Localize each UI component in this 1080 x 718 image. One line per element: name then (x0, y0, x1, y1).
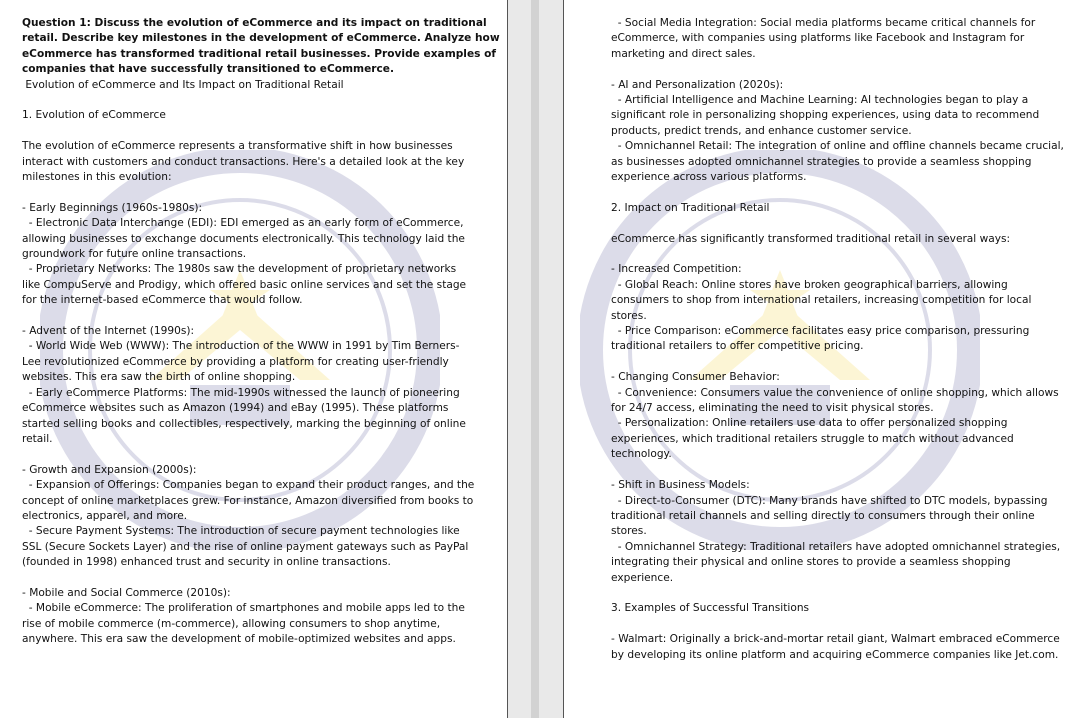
text-line (22, 309, 472, 324)
text-line: - Expansion of Offerings: Companies began to expand their product ranges, and the (22, 479, 475, 492)
text-line: - Price Comparison: eCommerce facilitates easy price comparison, pressuring (611, 325, 1030, 338)
text-line: eCommerce, with companies using platforms like Facebook and Instagram for (611, 32, 1025, 45)
text-line: - Growth and Expansion (2000s): (22, 463, 197, 476)
text-line: for the internet-based eCommerce that would follow. (22, 294, 303, 307)
text-line: - Omnichannel Retail: The integration of online and offline channels became crucial, (611, 140, 1064, 153)
text-line: experiences, which traditional retailers struggle to match without advanced (611, 432, 1014, 445)
text-line: stores. (611, 525, 647, 538)
text-line: - Artificial Intelligence and Machine Learning: AI technologies began to play a (611, 94, 1029, 107)
text-line: 1. Evolution of eCommerce (22, 109, 166, 122)
text-line: as businesses adopted omnichannel strategies to provide a seamless shopping (611, 155, 1032, 168)
text-line (611, 247, 1061, 262)
text-line: - Early Beginnings (1960s-1980s): (22, 201, 203, 214)
text-line: experience across various platforms. (611, 171, 807, 184)
text-line: - Mobile and Social Commerce (2010s): (22, 586, 231, 599)
text-line (611, 586, 1061, 601)
text-line: traditional retailers to offer competitive pricing. (611, 340, 864, 353)
text-line: - Social Media Integration: Social media platforms became critical channels for (611, 17, 1036, 29)
text-line: for 24/7 access, eliminating the need to visit physical stores. (611, 402, 934, 415)
text-line: - Electronic Data Interchange (EDI): EDI emerged as an early form of eCommerce, (22, 217, 464, 230)
text-line: - World Wide Web (WWW): The introduction of the WWW in 1991 by Tim Berners- (22, 340, 460, 353)
text-line: - Omnichannel Strategy: Traditional retailers have adopted omnichannel strategies, (611, 540, 1061, 553)
page-gutter-scrollbar[interactable] (531, 0, 539, 718)
right-page-text (611, 16, 1064, 663)
text-line: The evolution of eCommerce represents a transformative shift in how businesses (22, 140, 453, 153)
left-page-text (22, 16, 500, 648)
text-line: started selling books and collectibles, respectively, marking the beginning of online (22, 417, 466, 430)
text-line: SSL (Secure Sockets Layer) and the rise of online payment gateways such as PayPal (22, 540, 469, 553)
text-line: 3. Examples of Successful Transitions (611, 602, 810, 615)
text-line: groundwork for future online transactions. (22, 248, 247, 261)
text-line: technology. (611, 448, 672, 461)
text-line: - Walmart: Originally a brick-and-mortar retail giant, Walmart embraced eCommerce (611, 633, 1060, 646)
text-line: marketing and direct sales. (611, 47, 756, 60)
text-line: stores. (611, 309, 647, 322)
question-heading-line: eCommerce has transformed traditional retail businesses. Provide examples of (22, 47, 497, 60)
text-line (22, 571, 472, 586)
text-line: Evolution of eCommerce and Its Impact on Traditional Retail (22, 78, 344, 91)
text-line: 2. Impact on Traditional Retail (611, 201, 770, 214)
text-line: allowing businesses to exchange documents electronically. This technology laid the (22, 232, 465, 245)
text-line: Lee revolutionized eCommerce by providing a platform for creating user-friendly (22, 355, 449, 368)
text-line: anywhere. This era saw the development of mobile-optimized websites and apps. (22, 633, 456, 646)
text-line (611, 62, 1061, 77)
text-line: retail. (22, 432, 53, 445)
text-line (611, 355, 1061, 370)
text-line (22, 93, 472, 108)
text-line: integrating their physical and online stores to provide a seamless shopping (611, 556, 1011, 569)
text-line: consumers to shop from international retailers, increasing competition for local (611, 294, 1032, 307)
question-heading-line: retail. Describe key milestones in the development of eCommerce. Analyze how (22, 32, 500, 45)
text-line: traditional retail channels and selling directly to consumers through their online (611, 509, 1035, 522)
text-line (611, 216, 1061, 231)
text-line: - Direct-to-Consumer (DTC): Many brands have shifted to DTC models, bypassing (611, 494, 1048, 507)
text-line: milestones in this evolution: (22, 171, 172, 184)
text-line: electronics, apparel, and more. (22, 509, 188, 522)
text-line: concept of online marketplaces grew. For instance, Amazon diversified from books to (22, 494, 474, 507)
text-line (22, 185, 472, 200)
question-heading-line: Question 1: Discuss the evolution of eCommerce and its impact on traditional (22, 17, 487, 29)
text-line (611, 185, 1061, 200)
text-line (22, 447, 472, 462)
text-line: products, predict trends, and enhance customer service. (611, 124, 912, 137)
text-line: - Advent of the Internet (1990s): (22, 325, 195, 338)
text-line: - AI and Personalization (2020s): (611, 78, 784, 91)
text-line: interact with customers and conduct transactions. Here's a detailed look at the key (22, 155, 465, 168)
text-line: by developing its online platform and acquiring eCommerce companies like Jet.com. (611, 648, 1059, 661)
text-line: - Early eCommerce Platforms: The mid-1990s witnessed the launch of pioneering (22, 386, 460, 399)
question-heading-line: companies that have successfully transitioned to eCommerce. (22, 63, 394, 76)
text-line: - Changing Consumer Behavior: (611, 371, 780, 384)
text-line: eCommerce websites such as Amazon (1994) and eBay (1995). These platforms (22, 402, 449, 415)
text-line: like CompuServe and Prodigy, which offered basic online services and set the stage (22, 278, 467, 291)
text-line: rise of mobile commerce (m-commerce), allowing consumers to shop anytime, (22, 617, 441, 630)
text-line: - Secure Payment Systems: The introduction of secure payment technologies like (22, 525, 460, 538)
text-line: - Global Reach: Online stores have broken geographical barriers, allowing (611, 278, 1008, 291)
text-line: - Convenience: Consumers value the convenience of online shopping, which allows (611, 386, 1059, 399)
text-line: websites. This era saw the birth of online shopping. (22, 371, 296, 384)
text-line: - Mobile eCommerce: The proliferation of smartphones and mobile apps led to the (22, 602, 465, 615)
text-line: significant role in personalizing shopping experiences, using data to recommend (611, 109, 1040, 122)
text-line: - Proprietary Networks: The 1980s saw the development of proprietary networks (22, 263, 457, 276)
text-line: (founded in 1998) enhanced trust and security in online transactions. (22, 556, 391, 569)
text-line: - Increased Competition: (611, 263, 742, 276)
text-line: - Shift in Business Models: (611, 479, 750, 492)
text-line: - Personalization: Online retailers use data to offer personalized shopping (611, 417, 1008, 430)
text-line: eCommerce has significantly transformed traditional retail in several ways: (611, 232, 1011, 245)
text-line (22, 124, 472, 139)
text-line: experience. (611, 571, 674, 584)
text-line (611, 463, 1061, 478)
text-line (611, 617, 1061, 632)
